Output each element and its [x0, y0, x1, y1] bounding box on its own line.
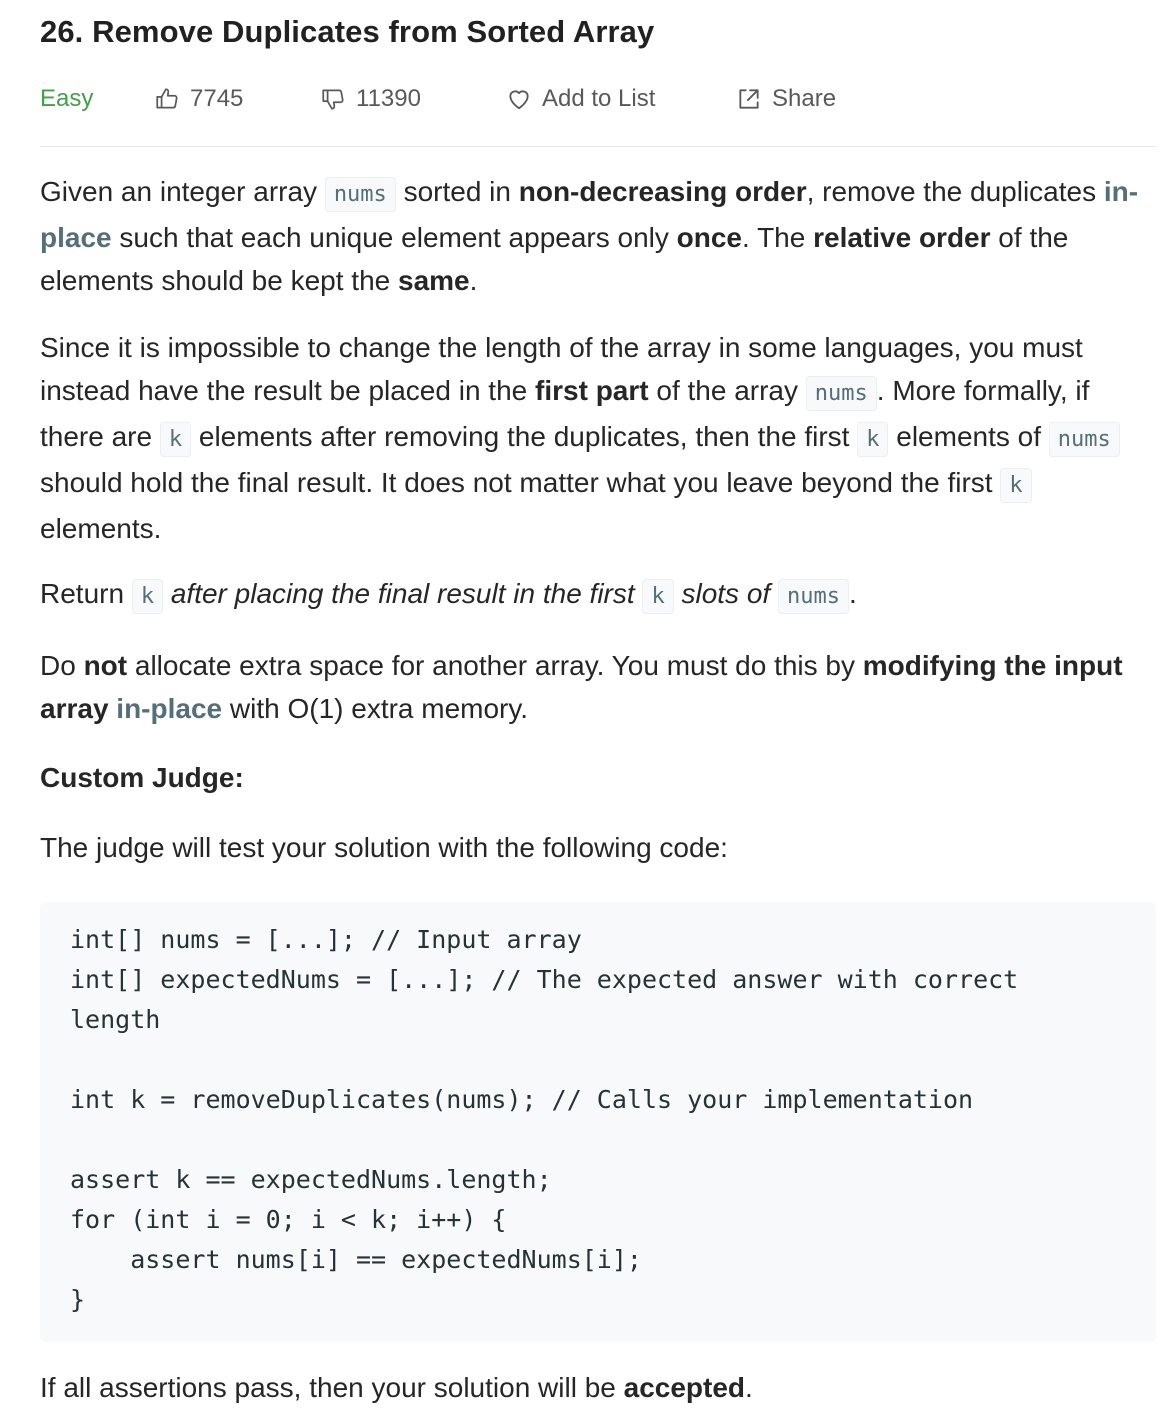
- text: .: [745, 1372, 753, 1403]
- italic-text: after placing the final result in the first: [163, 578, 643, 609]
- custom-judge-heading: [40, 756, 1156, 799]
- text: . The: [742, 222, 814, 253]
- text: , remove the duplicates: [806, 176, 1104, 207]
- bold-text: non-decreasing order: [518, 176, 807, 207]
- inline-code: k: [132, 579, 163, 614]
- text: elements of: [888, 421, 1049, 452]
- difficulty-label: Easy: [40, 85, 94, 112]
- text: allocate extra space for another array. You must do this by: [127, 650, 863, 681]
- bold-text: once: [676, 222, 743, 253]
- in-place-link[interactable]: in-place: [116, 693, 223, 724]
- code-content: int[] nums = [...]; // Input array int[] expectedNums = [...]; // The expected answer with correct length int k = removeDuplicates(nums); // Calls your implementation assert k == expectedNums.length; for (int i = 0; i < k; i++) { assert nums[i] == expectedNums[i]; }: [70, 925, 1019, 1314]
- dislike-button[interactable]: [318, 78, 421, 120]
- inline-code: k: [642, 579, 673, 614]
- bold-text: relative order: [813, 222, 991, 253]
- like-button[interactable]: [152, 78, 243, 120]
- inline-code: nums: [806, 376, 877, 411]
- text: with O(1) extra memory.: [222, 693, 529, 724]
- description-paragraph-3: [40, 572, 1156, 618]
- share-icon: [734, 84, 764, 114]
- text: .: [848, 578, 857, 609]
- inline-code: nums: [1049, 422, 1120, 457]
- thumbs-down-icon: [318, 84, 348, 114]
- description-paragraph-2: [40, 326, 1156, 550]
- description-paragraph-6: [40, 826, 1156, 869]
- bold-text: modifying the input array: [40, 650, 1123, 724]
- text: of the array: [648, 375, 806, 406]
- text: . More formally, if there are: [40, 375, 1090, 452]
- text: The judge will test your solution with the following code:: [40, 832, 728, 863]
- text: Do: [40, 650, 84, 681]
- italic-text: slots of: [673, 578, 778, 609]
- text: sorted in: [395, 176, 519, 207]
- heart-icon: [504, 84, 534, 114]
- bold-text: first part: [535, 375, 649, 406]
- inline-code: k: [1000, 468, 1031, 503]
- bold-text: same: [398, 265, 470, 296]
- text: Since it is impossible to change the length of the array in some languages, you must instead have the result be placed in the: [40, 332, 1083, 406]
- dislike-count: 11390: [356, 85, 421, 112]
- inline-code: k: [160, 422, 191, 457]
- bold-text: accepted: [623, 1372, 746, 1403]
- description-paragraph-1: [40, 170, 1156, 302]
- bold-text: Custom Judge:: [40, 762, 244, 793]
- text: Return: [40, 578, 132, 609]
- inline-code: nums: [778, 579, 849, 614]
- text: elements after removing the duplicates, then the first: [191, 421, 858, 452]
- in-place-link[interactable]: in-place: [40, 176, 1139, 253]
- bold-text: not: [83, 650, 128, 681]
- code-block: [40, 902, 1156, 1342]
- description-paragraph-4: [40, 644, 1156, 730]
- description-paragraph-7: [40, 1366, 1156, 1409]
- problem-title: 26. Remove Duplicates from Sorted Array: [40, 14, 655, 49]
- text: .: [469, 265, 478, 296]
- add-to-list-button[interactable]: [504, 78, 655, 120]
- text: of the elements should be kept the: [40, 222, 1069, 296]
- text: such that each unique element appears only: [111, 222, 677, 253]
- problem-meta-bar: [40, 78, 1156, 120]
- add-to-list-label: Add to List: [542, 85, 656, 112]
- thumbs-up-icon: [152, 84, 182, 114]
- text: Given an integer array: [40, 176, 325, 207]
- text: elements.: [40, 513, 162, 544]
- text: should hold the final result. It does not matter what you leave beyond the first: [40, 467, 1001, 498]
- inline-code: nums: [325, 177, 396, 212]
- share-label: Share: [772, 85, 837, 112]
- share-button[interactable]: [734, 78, 836, 120]
- like-count: 7745: [190, 85, 244, 112]
- text: If all assertions pass, then your solution will be: [40, 1372, 624, 1403]
- inline-code: k: [857, 422, 888, 457]
- header-divider: [40, 146, 1156, 147]
